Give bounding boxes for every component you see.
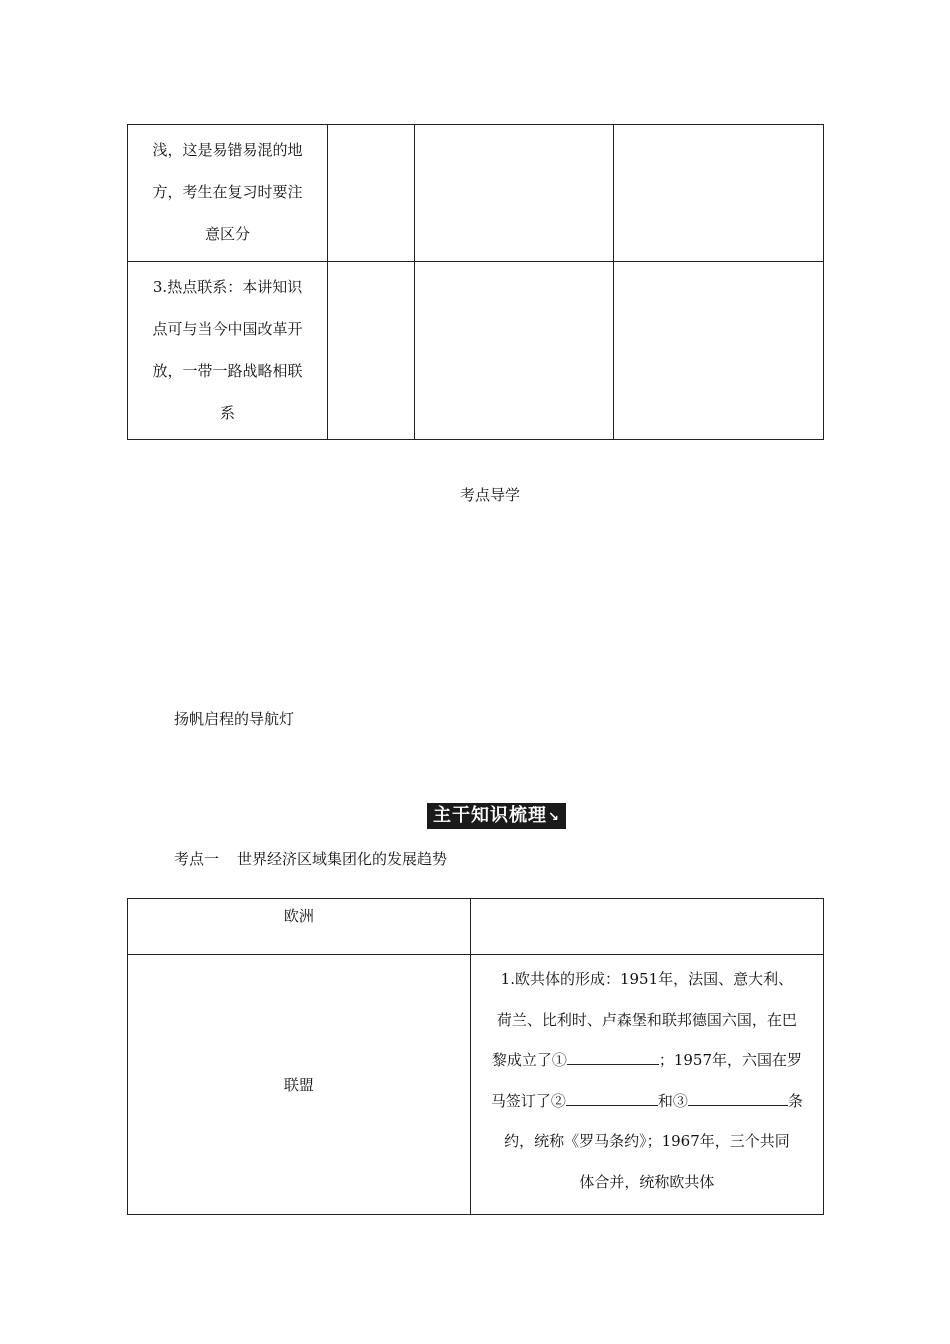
banner-label: 主干知识梳理 (433, 805, 547, 826)
blank-1[interactable] (567, 1050, 659, 1065)
section-title: 考点导学 (459, 486, 520, 504)
table-row (128, 262, 824, 440)
table-cell (614, 125, 824, 262)
bottom-table (127, 898, 824, 1215)
table-row (128, 899, 824, 955)
table-cell (128, 262, 328, 440)
cell-text: 3.热点联系：本讲知识 点可与当今中国改革开 放，一带一路战略相联 系 (152, 278, 303, 422)
table-cell (328, 125, 414, 262)
table-cell (128, 955, 471, 1215)
blank-2[interactable] (566, 1091, 658, 1106)
blank-3[interactable] (688, 1091, 788, 1106)
table-cell (414, 262, 614, 440)
top-table (127, 124, 824, 440)
arrow-down-right-icon: ↘ (548, 810, 560, 825)
table-cell (414, 125, 614, 262)
subheading-label: 考点一 (174, 850, 220, 868)
table-row (128, 125, 824, 262)
cell-text: 1.欧共体的形成：1951年，法国、意大利、 荷兰、比利时、卢森堡和联邦德国六国，在巴 黎成立了① ；1957年，六国在罗 马签订了② 和③ 条 约，统称《罗马条约》；1967年，三个共同 体合并，统称欧共体 (490, 970, 803, 1191)
knowledge-banner (427, 803, 566, 829)
table-cell (128, 899, 471, 955)
table-cell (328, 262, 414, 440)
cell-text: 浅，这是易错易混的地 方，考生在复习时要注 意区分 (152, 141, 303, 243)
table-cell (128, 125, 328, 262)
cell-text: 联盟 (283, 1076, 314, 1094)
cell-text: 欧洲 (283, 907, 314, 925)
table-cell (614, 262, 824, 440)
table-cell (470, 899, 823, 955)
subheading (174, 848, 447, 869)
table-row (128, 955, 824, 1215)
table-cell (470, 955, 823, 1215)
subheading-title: 世界经济区域集团化的发展趋势 (237, 850, 448, 868)
nav-text: 扬帆启程的导航灯 (174, 710, 295, 728)
